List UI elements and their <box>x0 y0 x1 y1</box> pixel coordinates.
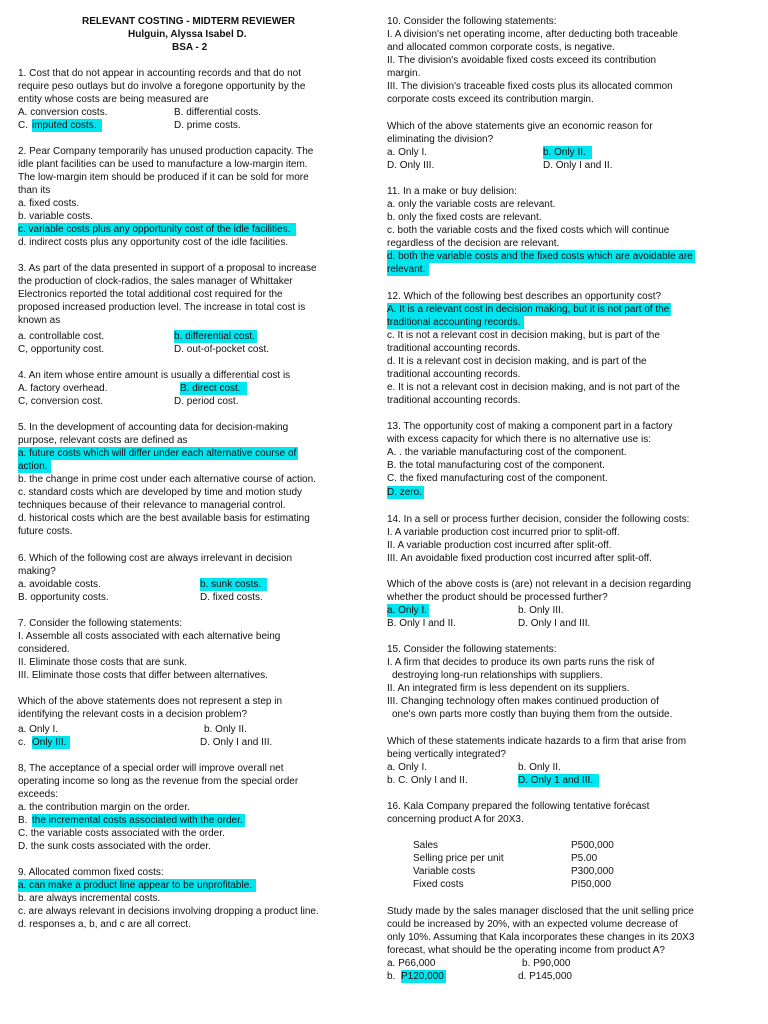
forecast-label: Sales <box>413 840 439 851</box>
question-2-text: The low-margin item should be produced if it can be sold for more <box>18 172 309 183</box>
question-12-option-c: traditional accounting records. <box>387 343 521 354</box>
question-3-option-c: C, opportunity cost. <box>18 344 105 355</box>
forecast-label: Variable costs <box>413 866 476 877</box>
question-15-option-b: b. Only II. <box>518 762 561 773</box>
question-5-option-c: c. standard costs which are developed by time and motion study <box>18 487 303 498</box>
forecast-value: P500,000 <box>571 840 614 851</box>
question-7-option-a: a. Only I. <box>18 724 59 735</box>
question-7-option-d: D. Only I and III. <box>200 737 273 748</box>
forecast-label: Selling price per unit <box>413 853 504 864</box>
question-16-option-c-letter: b. <box>387 971 396 982</box>
forecast-value: P300,000 <box>571 866 614 877</box>
question-10-option-d: D. Only I and II. <box>543 160 613 171</box>
question-12-answer-highlight: traditional accounting records. <box>387 316 524 329</box>
question-9-option-d: d. responses a, b, and c are all correct. <box>18 919 191 930</box>
question-14-text: II. A variable production cost incurred after split-off. <box>387 540 612 551</box>
question-14-option-c: B. Only I and II. <box>387 618 456 629</box>
question-16-text: only 10%. Assuming that Kala incorporates these changes in its 20X3 <box>387 932 695 943</box>
question-7-text: considered. <box>18 644 70 655</box>
question-6-option-b: B. opportunity costs. <box>18 592 109 603</box>
question-1-answer-highlight: imputed costs. <box>32 119 102 132</box>
question-7-option-b: b. Only II. <box>204 724 247 735</box>
question-15-text: being vertically integrated? <box>387 749 506 760</box>
question-3-text: known as <box>18 315 61 326</box>
question-15-text: I. A firm that decides to produce its own parts runs the risk of <box>387 657 655 668</box>
question-14-option-b: b. Only III. <box>518 605 564 616</box>
question-7-text: 7. Consider the following statements: <box>18 618 182 629</box>
question-10-text: and allocated common corporate costs, is negative. <box>387 42 615 53</box>
question-7-text: III. Eliminate those costs that differ between alternatives. <box>18 670 268 681</box>
question-8-text: operating income so long as the revenue from the special order <box>18 776 299 787</box>
question-10-option-c: D. Only III. <box>387 160 435 171</box>
question-10-text: eliminating the division? <box>387 134 494 145</box>
question-2-option-d: d. indirect costs plus any opportunity cost of the idle facilities. <box>18 237 289 248</box>
forecast-value: P5.00 <box>571 853 598 864</box>
question-13-option-b: B. the total manufacturing cost of the component. <box>387 460 605 471</box>
question-12-answer-highlight: A. It is a relevant cost in decision making, but it is not part of the <box>387 304 670 315</box>
question-10-option-a: a. Only I. <box>387 147 428 158</box>
question-12-option-d: d. It is a relevant cost in decision making, and is part of the <box>387 356 647 367</box>
question-11-answer-highlight: relevant. <box>387 263 429 276</box>
question-4-option-a: A. factory overhead. <box>18 383 108 394</box>
question-8-text: exceeds: <box>18 789 59 800</box>
question-1-option-d: D. prime costs. <box>174 120 241 131</box>
document-title: RELEVANT COSTING - MIDTERM REVIEWER <box>82 16 296 27</box>
question-8-option-c: C. the variable costs associated with the order. <box>18 828 225 839</box>
question-14-text: 14. In a sell or process further decision, consider the following costs: <box>387 514 690 525</box>
question-1-option-b: B. differential costs. <box>174 107 262 118</box>
question-5-option-d: d. historical costs which are the best available basis for estimating <box>18 513 310 524</box>
question-5-answer-highlight: a. future costs which will differ under each alternative course of <box>18 448 297 459</box>
question-16-text: forecast, what should be the operating income from product A? <box>387 945 665 956</box>
question-16-text: could be increased by 20%, with an expected volume decrease of <box>387 919 678 930</box>
question-14-text: I. A variable production cost incurred prior to split-off. <box>387 527 620 538</box>
question-13-text: 13. The opportunity cost of making a component part in a factory <box>387 421 673 432</box>
question-10-text: Which of the above statements give an economic reason for <box>387 121 653 132</box>
question-6-option-d: D. fixed costs. <box>200 592 263 603</box>
section-label: BSA - 2 <box>172 42 208 53</box>
question-16-text: concerning product A for 20X3. <box>387 814 524 825</box>
question-15-text: II. An integrated firm is less dependent on its suppliers. <box>387 683 630 694</box>
question-10-text: 10. Consider the following statements: <box>387 16 557 27</box>
question-3-option-d: D. out-of-pocket cost. <box>174 344 270 355</box>
forecast-label: Fixed costs <box>413 879 464 890</box>
question-13-answer-highlight: D. zero. <box>387 487 423 498</box>
question-6-option-a: a. avoidable costs. <box>18 579 101 590</box>
question-14-answer-highlight: a. Only I. <box>387 605 428 616</box>
question-15-answer-highlight: D. Only 1 and III. <box>518 774 599 787</box>
question-11-answer-highlight: d. both the variable costs and the fixed costs which are avoidable are <box>387 251 693 262</box>
question-12-option-e: e. It is not a relevant cost in decision making, and is not part of the <box>387 382 680 393</box>
question-7-text: identifying the relevant costs in a decision problem? <box>18 709 248 720</box>
question-14-text: whether the product should be processed further? <box>387 592 608 603</box>
question-5-text: 5. In the development of accounting data for decision-making <box>18 422 289 433</box>
question-7-answer-highlight: Only III. <box>32 736 70 749</box>
question-16-option-d: d. P145,000 <box>518 971 572 982</box>
question-11-option-a: a. only the variable costs are relevant. <box>387 199 556 210</box>
question-8-option-b-letter: B. <box>18 815 28 826</box>
question-11-option-b: b. only the fixed costs are relevant. <box>387 212 542 223</box>
question-9-answer-highlight: a. can make a product line appear to be unprofitable. <box>18 879 256 892</box>
question-11-text: 11. In a make or buy delision: <box>387 186 517 197</box>
question-1-option-a: A. conversion costs. <box>18 107 108 118</box>
question-2-text: than its <box>18 185 51 196</box>
question-15-text: one's own parts more costly than buying them from the outside. <box>392 709 673 720</box>
question-14-text: III. An avoidable fixed production cost incurred after split-off. <box>387 553 652 564</box>
question-15-option-c: b. C. Only I and II. <box>387 775 468 786</box>
question-12-option-c: c. It is not a relevant cost in decision making, but is part of the <box>387 330 660 341</box>
question-15-text: 15. Consider the following statements: <box>387 644 557 655</box>
question-1-text: entity whose costs are being measured are <box>18 94 209 105</box>
question-2-option-b: b. variable costs. <box>18 211 94 222</box>
forecast-value: PI50,000 <box>571 879 612 890</box>
question-8-answer-highlight: the incremental costs associated with the order. <box>32 815 243 826</box>
question-4-answer-highlight: B. direct cost. <box>180 382 247 395</box>
question-12-option-e: traditional accounting records. <box>387 395 521 406</box>
question-5-answer-highlight: action. <box>18 460 51 473</box>
question-16-text: 16. Kala Company prepared the following tentative forécast <box>387 801 650 812</box>
question-16-option-a: a. P66,000 <box>387 958 436 969</box>
question-3-text: Electronics reported the total additional cost required for the <box>18 289 283 300</box>
question-8-option-a: a. the contribution margin on the order. <box>18 802 190 813</box>
question-7-text: I. Assemble all costs associated with each alternative being <box>18 631 281 642</box>
question-7-text: Which of the above statements does not represent a step in <box>18 696 283 707</box>
question-3-text: the production of clock-radios, the sales manager of Whittaker <box>18 276 293 287</box>
question-3-option-a: a. controllable cost. <box>18 331 105 342</box>
question-5-option-c: techniques because of their relevance to managerial control. <box>18 500 286 511</box>
question-2-answer-highlight: c. variable costs plus any opportunity cost of the idle facilities. <box>18 223 296 236</box>
question-5-option-d: future costs. <box>18 526 73 537</box>
question-16-text: Study made by the sales manager disclosed that the unit selling price <box>387 906 694 917</box>
author-name: Hulguin, Alyssa Isabel D. <box>128 29 247 40</box>
question-5-option-b: b. the change in prime cost under each alternative course of action. <box>18 474 316 485</box>
question-10-text: III. The division's traceable fixed costs plus its allocated common <box>387 81 673 92</box>
question-3-text: 3. As part of the data presented in support of a proposal to increase <box>18 263 317 274</box>
question-4-option-c: C, conversion cost. <box>18 396 104 407</box>
question-12-option-d: traditional accounting records. <box>387 369 521 380</box>
question-9-text: 9. Allocated common fixed costs: <box>18 867 164 878</box>
question-15-text: destroying long-run relationships with suppliers. <box>392 670 603 681</box>
question-7-option-c-letter: c. <box>18 737 26 748</box>
question-6-text: making? <box>18 566 56 577</box>
question-2-text: idle plant facilities can be used to manufacture a low-margin item. <box>18 159 308 170</box>
question-9-option-b: b. are always incremental costs. <box>18 893 161 904</box>
question-15-option-a: a. Only I. <box>387 762 428 773</box>
question-3-answer-highlight: b. differential cost. <box>174 331 255 342</box>
question-13-option-a: A. . the variable manufacturing cost of the component. <box>387 447 627 458</box>
question-13-text: with excess capacity for which there is no alternative use is: <box>387 434 652 445</box>
question-4-option-d: D. period cost. <box>174 396 239 407</box>
question-2-text: 2. Pear Company temporarily has unused production capacity. The <box>18 146 314 157</box>
question-10-text: I. A division's net operating income, after deducting both traceable <box>387 29 678 40</box>
question-6-text: 6. Which of the following cost are always irrelevant in decision <box>18 553 293 564</box>
question-14-text: Which of the above costs is (are) not relevant in a decision regarding <box>387 579 692 590</box>
question-2-option-a: a. fixed costs. <box>18 198 80 209</box>
question-10-text: corporate costs exceed its contribution margin. <box>387 94 594 105</box>
question-12-text: 12. Which of the following best describes an opportunity cost? <box>387 291 662 302</box>
question-11-option-c: c. both the variable costs and the fixed costs which will continue <box>387 225 670 236</box>
question-16-answer-highlight: P120,000 <box>401 971 444 982</box>
question-9-option-c: c. are always relevant in decisions involving dropping a product line. <box>18 906 319 917</box>
question-13-option-c: C. the fixed manufacturing cost of the component. <box>387 473 608 484</box>
question-6-answer-highlight: b. sunk costs. <box>200 578 267 591</box>
question-10-answer-highlight: b. Only II. <box>543 146 592 159</box>
question-1-option-c-letter: C. <box>18 120 28 131</box>
question-10-text: margin. <box>387 68 421 79</box>
question-3-text: proposed increased production level. The increase in total cost is <box>18 302 306 313</box>
question-15-text: III. Changing technology often makes continued production of <box>387 696 659 707</box>
question-4-text: 4. An item whose entire amount is usually a differential cost is <box>18 370 291 381</box>
question-1-text: 1. Cost that do not appear in accounting records and that do not <box>18 68 301 79</box>
question-11-option-c: regardless of the decision are relevant. <box>387 238 560 249</box>
question-8-text: 8, The acceptance of a special order will improve overall net <box>18 763 284 774</box>
question-15-text: Which of these statements indicate hazards to a firm that arise from <box>387 736 687 747</box>
question-8-option-d: D. the sunk costs associated with the order. <box>18 841 211 852</box>
question-7-text: II. Eliminate those costs that are sunk. <box>18 657 187 668</box>
question-14-option-d: D. Only I and III. <box>518 618 591 629</box>
question-5-text: purpose, relevant costs are defined as <box>18 435 188 446</box>
question-16-option-b: b. P90,000 <box>522 958 571 969</box>
question-1-text: require peso outlays but do involve a foregone opportunity by the <box>18 81 306 92</box>
question-10-text: II. The division's avoidable fixed costs exceed its contribution <box>387 55 657 66</box>
